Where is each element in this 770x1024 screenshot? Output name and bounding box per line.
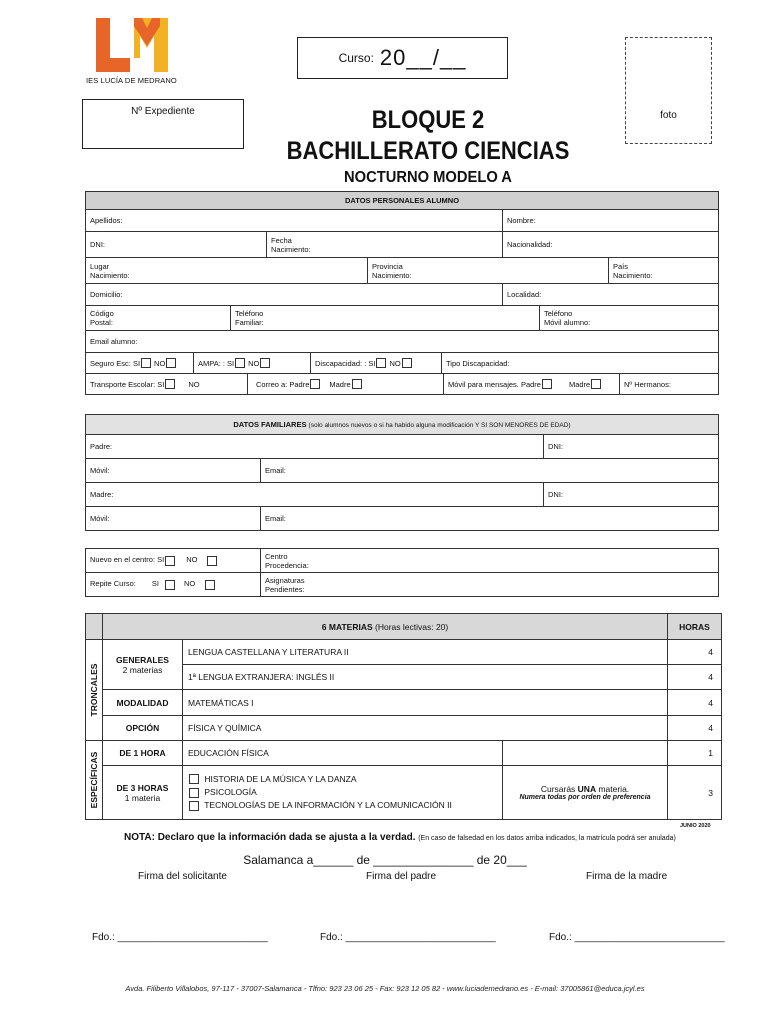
tel-fam-label: Teléfono xyxy=(235,309,264,318)
fdo-solicitante[interactable]: Fdo.: ___________________________ xyxy=(92,932,268,943)
title-bloque: BLOQUE 2 xyxy=(371,106,485,134)
materias-table xyxy=(85,613,722,820)
repite-si-checkbox[interactable] xyxy=(165,580,175,590)
firma-solicitante: Firma del solicitante xyxy=(138,871,227,882)
expediente-label: Nº Expediente xyxy=(131,106,195,117)
padre-label: Padre: xyxy=(90,442,113,451)
junio-label: JUNIO 2020 xyxy=(680,823,711,829)
fecha-label: Fecha xyxy=(271,235,292,245)
correo-madre-checkbox[interactable] xyxy=(352,379,362,389)
transporte-label: Transporte Escolar: SI xyxy=(90,379,165,389)
family-title-note: (solo alumnos nuevos o si ha habido alguna modificación Y SI SON MENORES DE EDAD) xyxy=(308,421,571,429)
repite-no-label: NO xyxy=(183,579,196,589)
nota-bold: NOTA: Declaro que la información dada se ajusta a la verdad. xyxy=(124,832,416,843)
mates-subject: MATEMÁTICAS I xyxy=(183,690,668,716)
optativa-item xyxy=(188,786,497,799)
ef-subject: EDUCACIÓN FÍSICA xyxy=(183,741,503,766)
movil-madre-checkbox[interactable] xyxy=(591,379,601,389)
domicilio-field[interactable] xyxy=(86,284,503,306)
repite-label: Repite Curso: xyxy=(90,579,136,589)
nuevo-centro-cell xyxy=(86,549,261,573)
fecha-label-2: Nacimiento: xyxy=(271,244,311,254)
tipo-disc-label: Tipo Discapacidad: xyxy=(446,358,510,368)
seguro-no-label: NO xyxy=(154,358,166,368)
curso-label: Curso: xyxy=(338,51,374,65)
de3-label: DE 3 HORAS xyxy=(116,782,169,793)
madre-movil-field[interactable] xyxy=(86,507,261,531)
movil-padre-checkbox[interactable] xyxy=(542,379,552,389)
fisica-hours: 4 xyxy=(668,716,722,741)
optativa-label: PSICOLOGÍA xyxy=(204,786,257,797)
curso-box[interactable] xyxy=(297,37,508,79)
padre-dni-label: DNI: xyxy=(548,442,563,451)
ampa-label: AMPA: : SI xyxy=(198,358,235,368)
lengua-hours: 4 xyxy=(668,640,722,665)
madre-field[interactable] xyxy=(86,483,544,507)
de3-sub: 1 materia xyxy=(124,792,161,803)
dni-label: DNI: xyxy=(90,240,105,249)
seguro-si-checkbox[interactable] xyxy=(141,358,151,368)
centro-label: Centro xyxy=(265,551,288,561)
cp-label: Código xyxy=(90,309,114,318)
especificas-label: ESPECÍFICAS xyxy=(86,741,103,820)
lugar-label: Lugar xyxy=(90,261,110,271)
cursaras-pre: Cursarás xyxy=(540,784,578,794)
cursaras-post: materia. xyxy=(596,784,630,794)
discapacidad-label: Discapacidad: : SI xyxy=(315,358,376,368)
transporte-row xyxy=(86,374,719,395)
nuevo-label: Nuevo en el centro: SI xyxy=(90,555,165,565)
cursaras-cell xyxy=(503,766,668,820)
fisica-subject: FÍSICA Y QUÍMICA xyxy=(183,716,668,741)
personal-section-title: DATOS PERSONALES ALUMNO xyxy=(86,192,719,210)
pais-label-2: Nacimiento: xyxy=(613,270,653,280)
ingles-subject: 1ª LENGUA EXTRANJERA: INGLÉS II xyxy=(183,665,668,690)
curso-value[interactable]: 20__/__ xyxy=(379,45,467,70)
firma-madre: Firma de la madre xyxy=(586,871,668,882)
nota-text xyxy=(124,832,676,843)
tel-mov-label-2: Móvil alumno: xyxy=(544,318,591,327)
tel-mov-label: Teléfono xyxy=(544,309,573,318)
asig-label-2: Pendientes: xyxy=(265,584,305,594)
padre-field[interactable] xyxy=(86,435,544,459)
nuevo-si-checkbox[interactable] xyxy=(165,556,175,566)
discapacidad-no-label: NO xyxy=(389,358,401,368)
movil-padre-label: Móvil para mensajes. Padre xyxy=(448,379,541,389)
materias-title-bold: 6 MATERIAS xyxy=(321,621,373,632)
hermanos-label: Nº Hermanos: xyxy=(624,379,671,389)
fecha-nacimiento-field[interactable] xyxy=(267,232,503,258)
telefono-movil-field[interactable] xyxy=(540,306,719,331)
ef-blank xyxy=(503,741,668,766)
fdo-padre[interactable]: Fdo.: ___________________________ xyxy=(320,932,496,943)
de3-cell xyxy=(103,766,183,820)
mates-hours: 4 xyxy=(668,690,722,716)
provincia-label-2: Nacimiento: xyxy=(372,270,412,280)
family-section-title xyxy=(86,415,719,435)
materias-title-note: (Horas lectivas: 20) xyxy=(375,621,449,632)
optativa-item xyxy=(188,799,497,812)
hermanos-field[interactable] xyxy=(620,380,718,389)
photo-box[interactable] xyxy=(625,37,712,144)
generales-cell xyxy=(103,640,183,690)
troncales-label: TRONCALES xyxy=(86,640,103,741)
psicologia-checkbox[interactable] xyxy=(189,788,199,798)
correo-padre-checkbox[interactable] xyxy=(310,379,320,389)
transporte-si-checkbox[interactable] xyxy=(165,379,175,389)
title-bachillerato: BACHILLERATO CIENCIAS xyxy=(286,137,570,165)
photo-label: foto xyxy=(660,110,677,121)
horas-header: HORAS xyxy=(668,614,722,640)
nombre-label: Nombre: xyxy=(507,216,536,225)
de3-hours: 3 xyxy=(668,766,722,820)
nombre-field[interactable] xyxy=(503,210,719,232)
materias-corner xyxy=(86,614,103,640)
madre-email-field[interactable] xyxy=(261,507,719,531)
optativa-item xyxy=(188,773,497,786)
padre-dni-field[interactable] xyxy=(544,435,719,459)
correo-padre-label: Correo a: Padre xyxy=(256,379,310,389)
tic-checkbox[interactable] xyxy=(189,801,199,811)
padre-email-label: Email: xyxy=(265,466,286,475)
email-label: Email alumno: xyxy=(90,337,138,346)
lengua-subject: LENGUA CASTELLANA Y LITERATURA II xyxy=(183,640,668,665)
apellidos-field[interactable] xyxy=(86,210,503,232)
numera-note: Numera todas por orden de preferencia xyxy=(519,794,651,801)
title-nocturno: NOCTURNO MODELO A xyxy=(344,169,512,186)
transporte-no-label: NO xyxy=(188,379,200,389)
repite-si-label: SI xyxy=(151,579,159,589)
provincia-label: Provincia xyxy=(372,261,403,271)
generales-sub: 2 materias xyxy=(122,664,163,675)
madre-dni-field[interactable] xyxy=(544,483,719,507)
nota-small: (En caso de falsedad en los datos arriba indicados, la matrícula podrá ser anulada) xyxy=(418,835,676,842)
personal-data-table xyxy=(85,191,719,395)
optativa-label: HISTORIA DE LA MÚSICA Y LA DANZA xyxy=(204,773,357,784)
footer-address: Avda. Filiberto Villalobos, 97-117 - 37007-Salamanca - Tlfno: 923 23 06 25 - Fax: 923 12 05 82 - www.luciademedrano.es - E-mail: 37005861@educa.jcyl.es xyxy=(125,984,645,993)
lugar-nacimiento-field[interactable] xyxy=(86,258,368,284)
asig-label: Asignaturas xyxy=(265,575,305,585)
movil-madre-label: Madre xyxy=(568,379,591,389)
madre-movil-label: Móvil: xyxy=(90,514,110,523)
cursaras-bold: UNA xyxy=(577,784,597,794)
fdo-madre[interactable]: Fdo.: ___________________________ xyxy=(549,932,725,943)
localidad-field[interactable] xyxy=(503,284,719,306)
discapacidad-no-checkbox[interactable] xyxy=(402,358,412,368)
lugar-label-2: Nacimiento: xyxy=(90,270,130,280)
nuevo-no-label: NO xyxy=(186,555,198,565)
firma-padre: Firma del padre xyxy=(366,871,437,882)
historia-musica-checkbox[interactable] xyxy=(189,774,199,784)
fecha-line[interactable]: Salamanca a______ de _______________ de 20___ xyxy=(243,853,527,867)
padre-email-field[interactable] xyxy=(261,459,719,483)
optativa-label: TECNOLOGÍAS DE LA INFORMACIÓN Y LA COMUNICACIÓN II xyxy=(204,800,452,811)
tipo-discapacidad-field[interactable] xyxy=(442,359,718,368)
expediente-box[interactable] xyxy=(82,99,244,149)
school-name: IES LUCÍA DE MEDRANO xyxy=(86,76,177,85)
centro-procedencia-field[interactable] xyxy=(261,549,719,573)
centro-label-2: Procedencia: xyxy=(265,560,309,570)
nacionalidad-label: Nacionalidad: xyxy=(507,240,553,249)
pais-field[interactable] xyxy=(609,258,719,284)
madre-label: Madre: xyxy=(90,490,114,499)
generales-label: GENERALES xyxy=(116,654,169,665)
ampa-no-label: NO xyxy=(248,358,260,368)
email-field[interactable] xyxy=(86,331,719,353)
materias-title xyxy=(103,614,668,640)
cp-label-2: Postal: xyxy=(90,318,113,327)
optativas-list xyxy=(183,766,503,820)
modalidad-label: MODALIDAD xyxy=(103,690,183,716)
family-data-table xyxy=(85,414,719,531)
madre-dni-label: DNI: xyxy=(548,490,563,499)
padre-movil-field[interactable] xyxy=(86,459,261,483)
localidad-label: Localidad: xyxy=(507,290,542,299)
padre-movil-label: Móvil: xyxy=(90,466,110,475)
nacionalidad-field[interactable] xyxy=(503,232,719,258)
nuevo-no-checkbox[interactable] xyxy=(207,556,217,566)
madre-email-label: Email: xyxy=(265,514,286,523)
apellidos-label: Apellidos: xyxy=(90,216,123,225)
asignaturas-pendientes-field[interactable] xyxy=(261,573,719,597)
pais-label: País xyxy=(613,261,629,271)
seguro-row xyxy=(86,353,719,374)
centro-table xyxy=(85,548,719,597)
correo-madre-label: Madre xyxy=(329,379,351,389)
provincia-field[interactable] xyxy=(368,258,609,284)
repite-no-checkbox[interactable] xyxy=(205,580,215,590)
de1-label: DE 1 HORA xyxy=(103,741,183,766)
seguro-no-checkbox[interactable] xyxy=(166,358,176,368)
school-logo xyxy=(96,18,168,72)
ampa-si-checkbox[interactable] xyxy=(235,358,245,368)
opcion-label: OPCIÓN xyxy=(103,716,183,741)
ingles-hours: 4 xyxy=(668,665,722,690)
ef-hours: 1 xyxy=(668,741,722,766)
dni-field[interactable] xyxy=(86,232,267,258)
repite-cell xyxy=(86,573,261,597)
discapacidad-si-checkbox[interactable] xyxy=(376,358,386,368)
codigo-postal-field[interactable] xyxy=(86,306,231,331)
tel-fam-label-2: Familiar: xyxy=(235,318,264,327)
family-title-bold: DATOS FAMILIARES xyxy=(233,419,307,429)
domicilio-label: Domicilio: xyxy=(90,290,123,299)
seguro-label: Seguro Esc: SI xyxy=(90,358,141,368)
ampa-no-checkbox[interactable] xyxy=(260,358,270,368)
telefono-familiar-field[interactable] xyxy=(231,306,540,331)
